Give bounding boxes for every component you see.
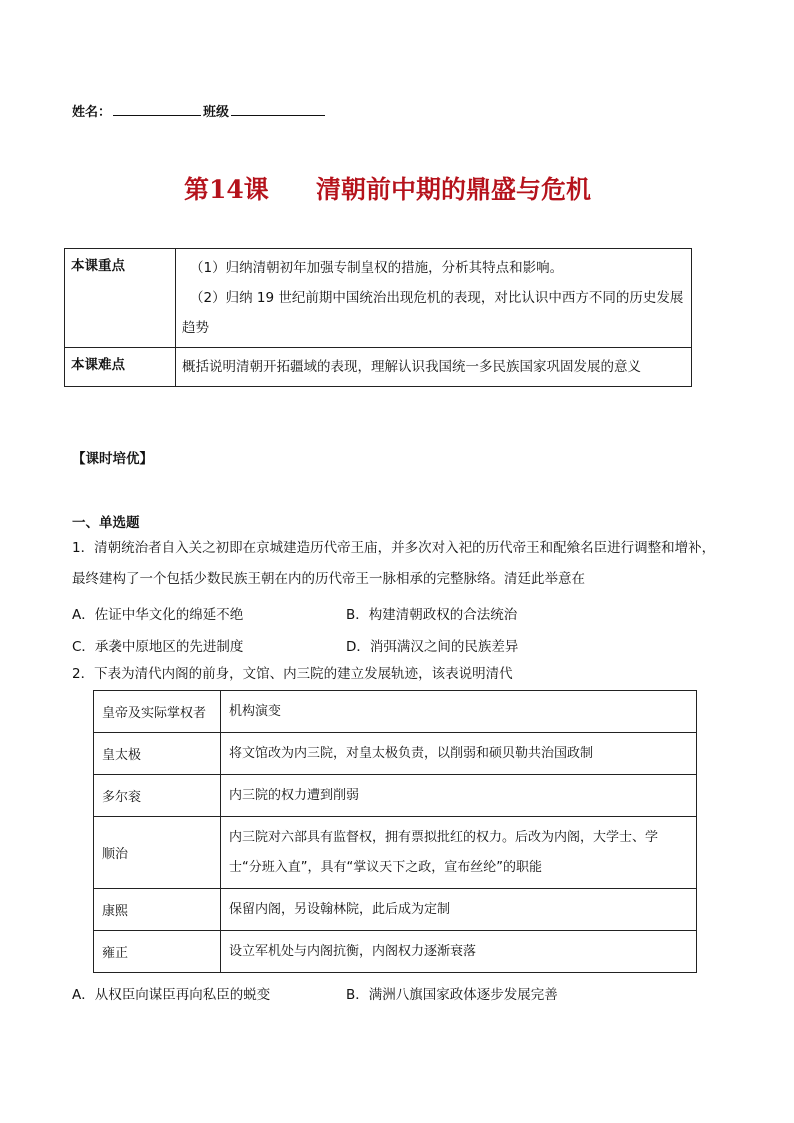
key-points-table — [64, 248, 692, 387]
q1-line-2: 最终建构了一个包括少数民族王朝在内的历代帝王一脉相承的完整脉络。清廷此举意在 — [72, 571, 585, 587]
name-blank[interactable] — [113, 103, 201, 116]
q1-option-d[interactable]: D．消弭满汉之间的民族差异 — [346, 639, 519, 655]
change-cell: 将文馆改为内三院，对皇太极负责，以削弱和硕贝勒共治国政制 — [221, 733, 697, 775]
difficult-points-label: 本课难点 — [65, 348, 176, 387]
q2-stem: 2．下表为清代内阁的前身，文馆、内三院的建立发展轨迹，该表说明清代 — [72, 666, 513, 682]
change-cell: 内三院的权力遭到削弱 — [221, 775, 697, 817]
class-blank[interactable] — [231, 103, 325, 116]
table-row — [94, 931, 697, 973]
key-point-1: （1）归纳清朝初年加强专制皇权的措施，分析其特点和影响。 — [190, 260, 564, 276]
cabinet-history-table — [93, 690, 697, 973]
q1-option-a[interactable]: A．佐证中华文化的绵延不绝 — [72, 607, 244, 623]
ruler-cell: 雍正 — [94, 931, 221, 973]
change-cell: 内三院对六部具有监督权，拥有票拟批红的权力。后改为内阁，大学士、学士“分班入直”，具有“掌议天下之政，宣布丝纶”的职能 — [221, 817, 697, 889]
table-row — [65, 249, 692, 348]
lesson-name: 清朝前中期的鼎盛与危机 — [316, 175, 592, 204]
q1-option-c[interactable]: C．承袭中原地区的先进制度 — [72, 639, 244, 655]
key-points-label: 本课重点 — [65, 249, 176, 348]
ruler-cell: 康熙 — [94, 889, 221, 931]
q2-option-b[interactable]: B．满洲八旗国家政体逐步发展完善 — [346, 987, 558, 1003]
q2-option-a[interactable]: A．从权臣向谋臣再向私臣的蜕变 — [72, 987, 271, 1003]
ruler-cell: 多尔衮 — [94, 775, 221, 817]
table-row — [65, 348, 692, 387]
table-header-row — [94, 691, 697, 733]
difficult-points-content — [176, 348, 692, 387]
table-row — [94, 775, 697, 817]
name-class-line — [72, 101, 327, 120]
column-header-ruler: 皇帝及实际掌权者 — [94, 691, 221, 733]
key-points-content — [176, 249, 692, 348]
table-row — [94, 817, 697, 889]
practice-heading: 【课时培优】 — [72, 451, 153, 467]
single-choice-heading: 一、单选题 — [72, 515, 140, 531]
q1-line-1: 1．清朝统治者自入关之初即在京城建造历代帝王庙，并多次对入祀的历代帝王和配飨名臣进行调整和增补， — [72, 540, 716, 556]
key-point-2: （2）归纳 19 世纪前期中国统治出现危机的表现，对比认识中西方不同的历史发展趋势 — [182, 290, 684, 336]
ruler-cell: 顺治 — [94, 817, 221, 889]
lesson-number: 第14课 — [184, 175, 269, 204]
change-cell: 保留内阁，另设翰林院，此后成为定制 — [221, 889, 697, 931]
class-label: 班级 — [203, 105, 230, 120]
q1-option-b[interactable]: B．构建清朝政权的合法统治 — [346, 607, 518, 623]
change-cell: 设立军机处与内阁抗衡，内阁权力逐渐衰落 — [221, 931, 697, 973]
ruler-cell: 皇太极 — [94, 733, 221, 775]
table-row — [94, 889, 697, 931]
difficult-point-1: 概括说明清朝开拓疆域的表现，理解认识我国统一多民族国家巩固发展的意义 — [182, 359, 641, 375]
name-label: 姓名： — [72, 105, 112, 120]
table-row — [94, 733, 697, 775]
column-header-change: 机构演变 — [221, 691, 697, 733]
